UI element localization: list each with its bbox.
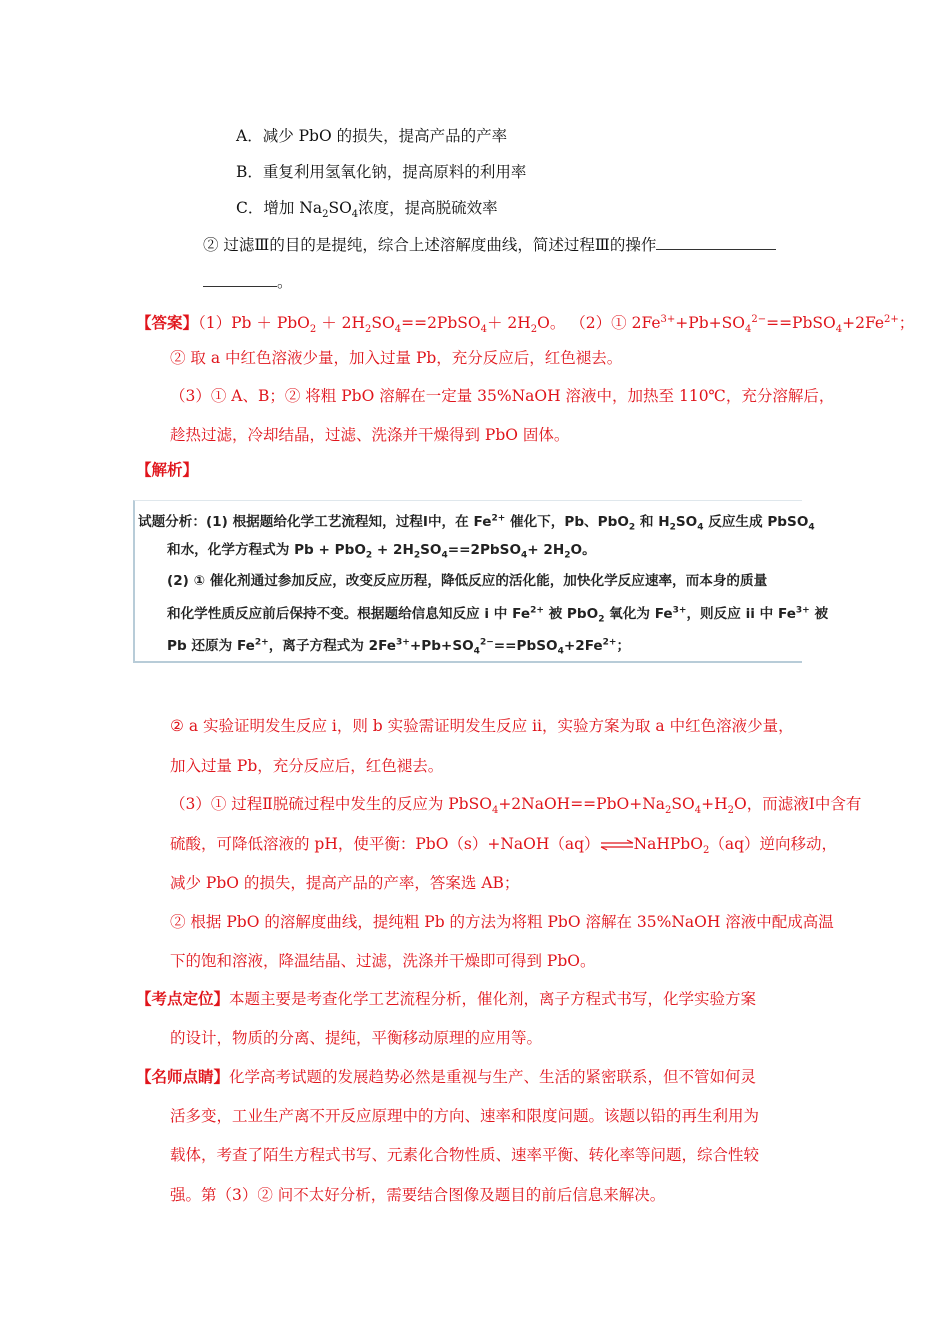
option-a: A．减少 PbO 的损失，提高产品的产率 [236,127,508,145]
panel-line-1: 试题分析：(1) 根据题给化学工艺流程知，过程Ⅰ中，在 $Fe^{2+}$ 催化下，Pb、PbO$_2$ 和 $H_2SO_4$ 反应生成 PbSO$_4$ [138,513,815,533]
answer-blank [656,235,776,250]
analysis-line-4: 硫酸，可降低溶液的 pH，使平衡：PbO（s）+NaOH（aq） NaHPbO$_2$（aq）逆向移动， [170,835,837,857]
analysis-line-7: 下的饱和溶液，降温结晶、过滤，洗涤并干燥即可得到 PbO。 [170,952,596,970]
answer-blank-cont [203,272,277,287]
panel-line-3: (2) ① 催化剂通过参加反应，改变反应历程，降低反应的活化能，加快化学反应速率，而本身的质量 [167,573,768,589]
analysis-image-panel [133,500,829,663]
answer-line-1: 【答案】$(1)Pb + PbO_2 + 2H_2SO_4==2PbSO_4+ 2H_2O$。 （2）① $2Fe^{3+}+Pb+SO_4^{2-}==PbSO_4+2Fe^{2+}$； [136,313,915,336]
question-2: ② 过滤Ⅲ的目的是提纯，综合上述溶解度曲线，简述过程Ⅲ的操作 [203,235,776,255]
mingshi-line-4: 强。第（3）② 问不太好分析，需要结合图像及题目的前后信息来解决。 [170,1186,666,1204]
mingshi-line-2: 活多变，工业生产离不开反应原理中的方向、速率和限度问题。该题以铅的再生利用为 [170,1107,760,1125]
equilibrium-arrow-icon [600,839,634,851]
analysis-line-6: ② 根据 PbO 的溶解度曲线，提纯粗 Pb 的方法为将粗 PbO 溶解在 35%NaOH 溶液中配成高温 [170,913,834,931]
kaodian-tag: 【考点定位】 [136,989,230,1008]
analysis-line-3: （3）① 过程Ⅱ脱硫过程中发生的反应为 $PbSO_4+2NaOH==PbO+Na_2SO_4+H_2O$，而滤液Ⅰ中含有 [170,795,862,817]
question-2-cont: 。 [203,272,293,292]
answer-line-4: 趁热过滤，冷却结晶，过滤、洗涤并干燥得到 PbO 固体。 [170,426,570,444]
analysis-tag: 【解析】 [136,460,199,479]
mingshi-line-3: 载体，考查了陌生方程式书写、元素化合物性质、速率平衡、转化率等问题，综合性较 [170,1146,760,1164]
panel-line-5: Pb 还原为 $Fe^{2+}$，离子方程式为 $2Fe^{3+}+Pb+SO_4^{2-}==PbSO_4+2Fe^{2+}$； [167,637,631,657]
answer-tag: 【答案】 [136,313,199,332]
answer-line-2: ② 取 a 中红色溶液少量，加入过量 Pb，充分反应后，红色褪去。 [170,349,623,367]
panel-line-4: 和化学性质反应前后保持不变。根据题给信息知反应 i 中 $Fe^{2+}$ 被 PbO$_2$ 氧化为 $Fe^{3+}$，则反应 ii 中 $Fe^{3+}$ 被 [167,605,829,625]
panel-line-2: 和水，化学方程式为 $Pb + PbO_2 + 2H_2SO_4==2PbSO_4+ 2H_2O$。 [167,542,596,561]
mingshi-tag: 【名师点睛】 [136,1067,230,1086]
analysis-line-1: ② a 实验证明发生反应 i，则 b 实验需证明发生反应 ii，实验方案为取 a 中红色溶液少量， [170,717,794,735]
option-c: C．增加 $Na_2SO_4$浓度，提高脱硫效率 [236,199,498,221]
analysis-line-2: 加入过量 Pb，充分反应后，红色褪去。 [170,757,444,775]
kaodian-line-1: 【考点定位】本题主要是考查化学工艺流程分析，催化剂，离子方程式书写，化学实验方案 [136,989,757,1008]
mingshi-line-1: 【名师点睛】化学高考试题的发展趋势必然是重视与生产、生活的紧密联系，但不管如何灵 [136,1067,757,1086]
answer-line-3: （3）① A、B；② 将粗 PbO 溶解在一定量 35%NaOH 溶液中，加热至 110℃，充分溶解后， [170,387,835,405]
kaodian-line-2: 的设计，物质的分离、提纯，平衡移动原理的应用等。 [170,1029,543,1047]
option-b: B．重复利用氢氧化钠，提高原料的利用率 [236,163,527,181]
analysis-line-5: 减少 PbO 的损失，提高产品的产率，答案选 AB； [170,874,520,892]
